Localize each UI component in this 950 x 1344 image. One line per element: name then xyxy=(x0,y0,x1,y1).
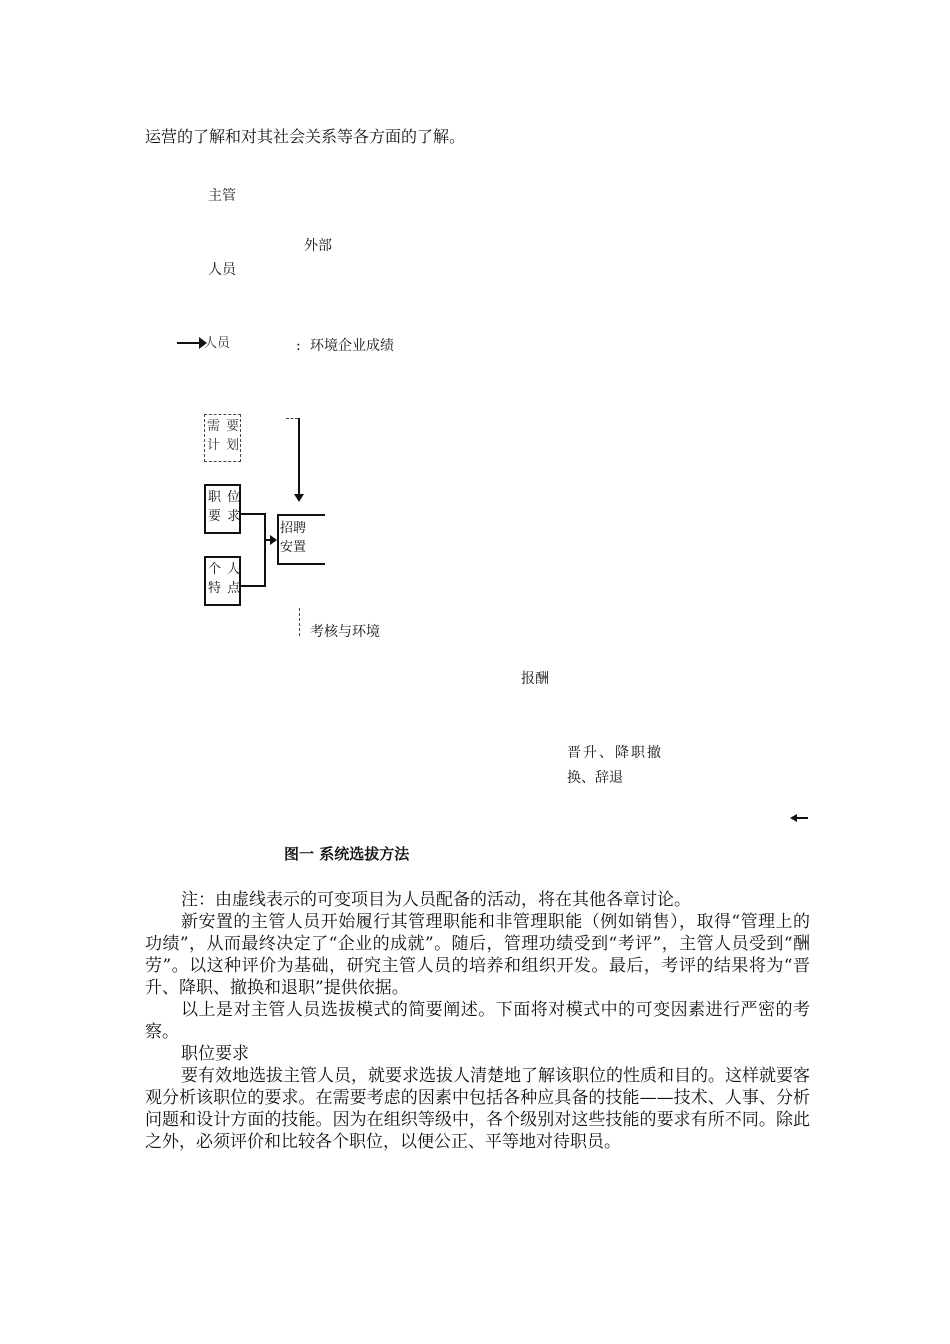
figure-caption: 图一 系统选拔方法 xyxy=(284,845,410,863)
label-kaohe-huanjing: 考核与环境 xyxy=(310,624,380,640)
down-arrow-icon xyxy=(294,494,304,502)
vertical-feed-line xyxy=(298,418,300,496)
box-zhaopin-anzhi-clip xyxy=(277,514,307,565)
box-zhaopin-label: 招聘 安置 xyxy=(280,521,307,555)
back-arrow-line xyxy=(796,817,808,819)
label-huanjing-qiye-chengji: 环境企业成绩 xyxy=(310,338,394,354)
box-xuyao-label: 需 要 计 划 xyxy=(207,419,241,453)
paragraph-summary: 以上是对主管人员选拔模式的简要阐述。下面将对模式中的可变因素进行严密的考察。 xyxy=(145,1000,810,1042)
label-jinsheng-line1: 晋升、降职撤 xyxy=(567,745,663,761)
label-renyuan: 人员 xyxy=(208,262,236,278)
label-jinsheng-line2: 换、辞退 xyxy=(567,770,623,786)
paragraph-zhiwei-yaoqiu: 要有效地选拔主管人员，就要求选拔人清楚地了解该职位的性质和目的。这样就要客观分析该职位的要求。在需要考虑的因素中包括各种应具备的技能——技术、人事、分析问题和设计方面的技能。因为在组织等级中，各个级别对这些技能的要求有所不同。除此之外，必须评价和比较各个职位，以便公正、平等地对待职员。 xyxy=(145,1066,810,1152)
connector-zhiwei xyxy=(241,513,265,515)
label-baochou: 报酬 xyxy=(521,671,549,687)
dotted-top-stub xyxy=(286,418,298,419)
colon-mark: : xyxy=(296,338,301,354)
box-geren-tedian xyxy=(204,556,241,606)
join-arrow-icon xyxy=(270,535,277,545)
label-waibu: 外部 xyxy=(304,238,332,254)
top-text: 运营的了解和对其社会关系等各方面的了解。 xyxy=(145,127,466,146)
box-zhaopin-anzhi xyxy=(277,514,325,565)
body-text xyxy=(145,889,810,1153)
connector-geren xyxy=(241,585,265,587)
box-zhiwei-yaoqiu xyxy=(204,484,241,534)
section-heading-zhiwei-yaoqiu: 职位要求 xyxy=(181,1044,249,1064)
box-zhiwei-label: 职 位 要 求 xyxy=(208,490,242,524)
dotted-vertical-kaohe xyxy=(299,608,300,636)
label-renyuan-clipped: 人员 xyxy=(204,336,231,351)
paragraph-note: 注：由虚线表示的可变项目为人员配备的活动，将在其他各章讨论。 xyxy=(181,890,691,910)
connector-vertical xyxy=(264,513,266,587)
paragraph-intro: 新安置的主管人员开始履行其管理职能和非管理职能（例如销售），取得“管理上的功绩”，从而最终决定了“企业的成就”。随后，管理功绩受到“考评”，主管人员受到“酬劳”。以这种评价为基础，研究主管人员的培养和组织开发。最后，考评的结果将为“晋升、降职、撤换和退职”提供依据。 xyxy=(145,912,810,998)
box-geren-label: 个 人 特 点 xyxy=(208,562,242,596)
label-zhuguan: 主管 xyxy=(208,188,236,204)
box-xuyao-jihua xyxy=(204,414,241,462)
